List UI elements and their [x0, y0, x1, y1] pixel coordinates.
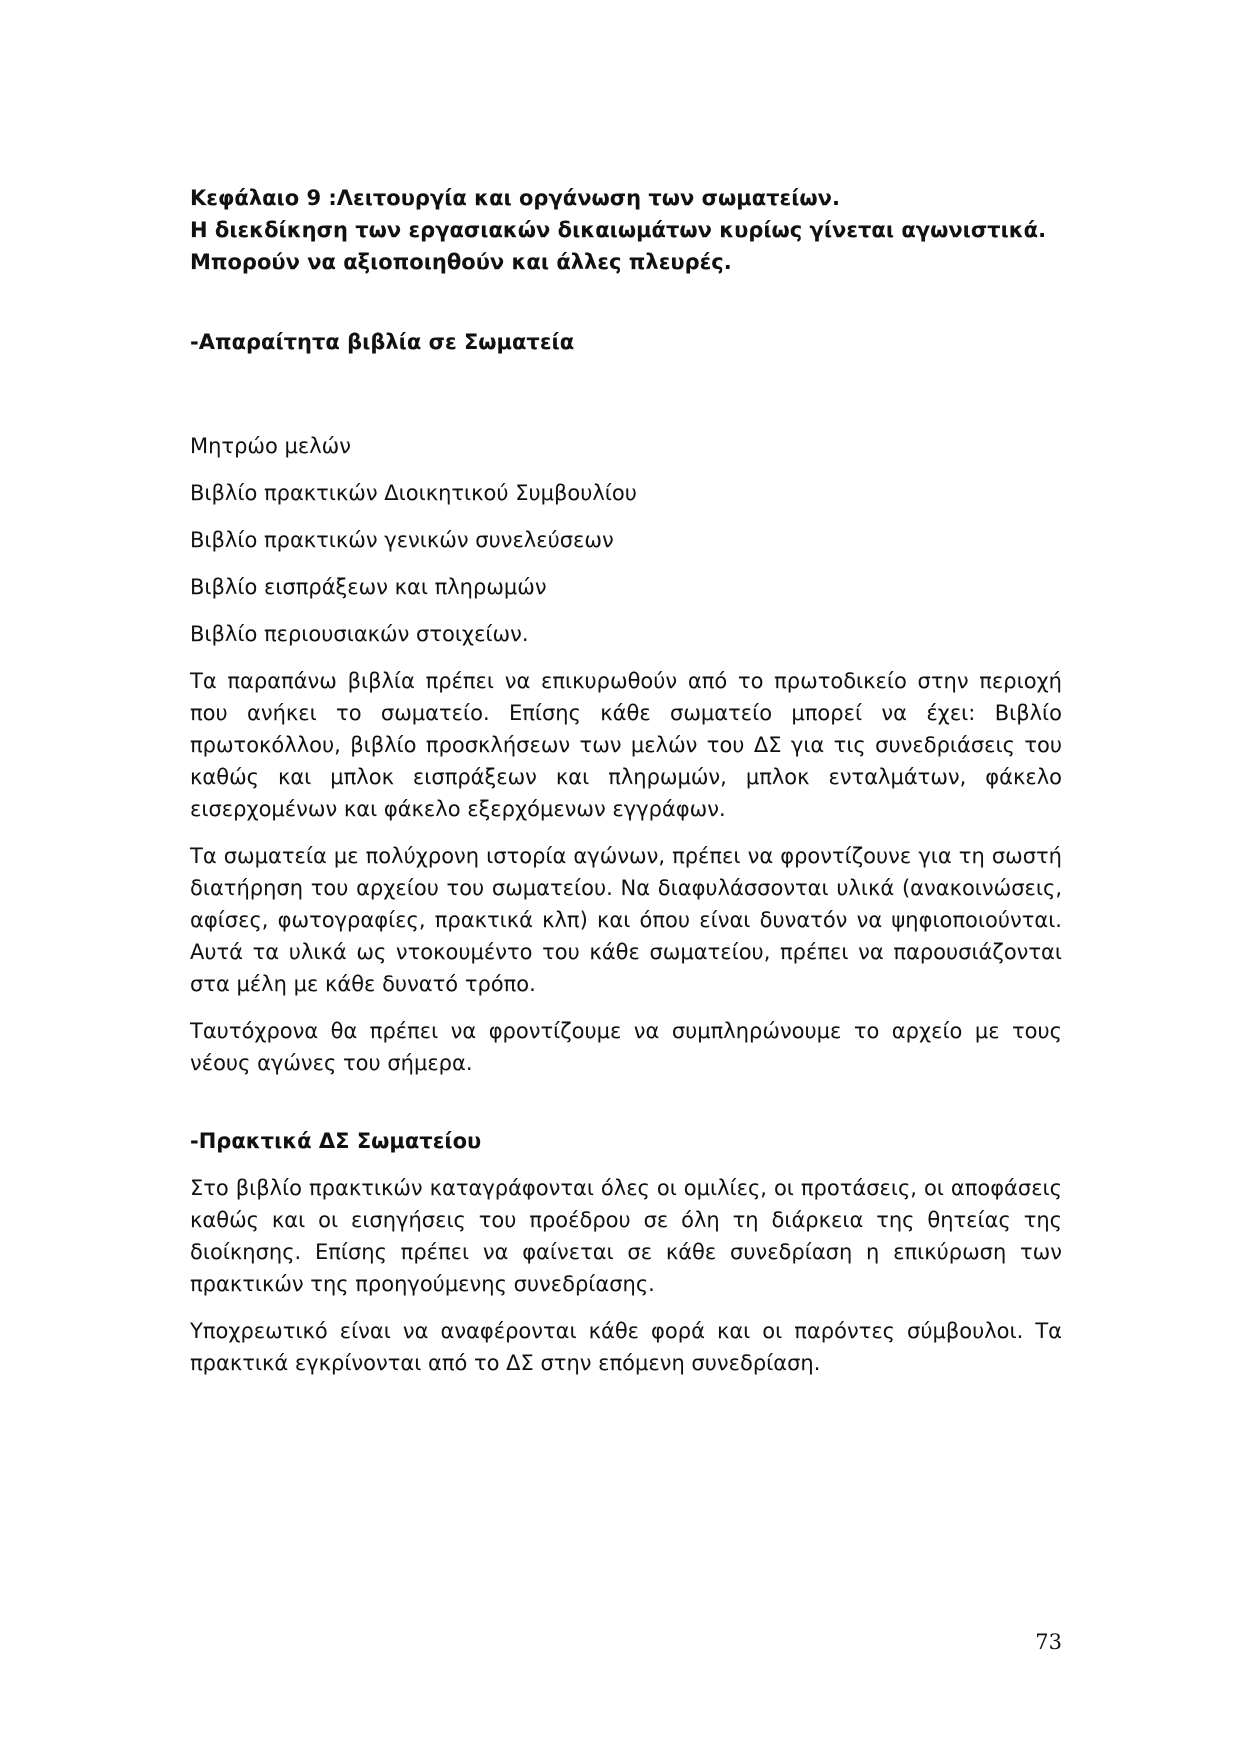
chapter-title: Κεφάλαιο 9 :Λειτουργία και οργάνωση των σωματείων.	[190, 186, 840, 210]
paragraph: Τα παραπάνω βιβλία πρέπει να επικυρωθούν από το πρωτοδικείο στην περιοχή που ανήκει το σωματείο. Επίσης κάθε σωματείο μπορεί να έχει: Βιβλίο πρωτοκόλλου, βιβλίο προσκλήσεων των μελών του ΔΣ για τις συνεδριάσεις του καθώς και μπλοκ εισπράξεων και πληρωμών, μπλοκ ενταλμάτων, φάκελο εισερχομένων και φάκελο εξερχόμενων εγγράφων.	[190, 669, 1062, 821]
section-title-board-minutes: -Πρακτικά ΔΣ Σωματείου	[190, 1129, 482, 1153]
book-list-item: Βιβλίο εισπράξεων και πληρωμών	[190, 575, 547, 599]
section-title-required-books: -Απαραίτητα βιβλία σε Σωματεία	[190, 330, 575, 354]
chapter-subtitle: Η διεκδίκηση των εργασιακών δικαιωμάτων κυρίως γίνεται αγωνιστικά. Μπορούν να αξιοποιηθούν και άλλες πλευρές.	[190, 218, 1047, 274]
book-list-item: Βιβλίο περιουσιακών στοιχείων.	[190, 622, 529, 646]
page-number: 73	[1035, 1630, 1062, 1654]
book-list-item: Μητρώο μελών	[190, 434, 351, 458]
book-list-item: Βιβλίο πρακτικών γενικών συνελεύσεων	[190, 528, 614, 552]
paragraph: Τα σωματεία με πολύχρονη ιστορία αγώνων, πρέπει να φροντίζουνε για τη σωστή διατήρηση του αρχείου του σωματείου. Να διαφυλάσσονται υλικά (ανακοινώσεις, αφίσες, φωτογραφίες, πρακτικά κλπ) και όπου είναι δυνατόν να ψηφιοποιούνται. Αυτά τα υλικά ως ντοκουμέντο του κάθε σωματείου, πρέπει να παρουσιάζονται στα μέλη με κάθε δυνατό τρόπο.	[190, 844, 1062, 996]
page-content	[190, 182, 1062, 1379]
paragraph: Υποχρεωτικό είναι να αναφέρονται κάθε φορά και οι παρόντες σύμβουλοι. Τα πρακτικά εγκρίνονται από το ΔΣ στην επόμενη συνεδρίαση.	[190, 1319, 1062, 1375]
book-list-item: Βιβλίο πρακτικών Διοικητικού Συμβουλίου	[190, 481, 637, 505]
paragraph: Στο βιβλίο πρακτικών καταγράφονται όλες οι ομιλίες, οι προτάσεις, οι αποφάσεις καθώς και οι εισηγήσεις του προέδρου σε όλη τη διάρκεια της θητείας της διοίκησης. Επίσης πρέπει να φαίνεται σε κάθε συνεδρίαση η επικύρωση των πρακτικών της προηγούμενης συνεδρίασης.	[190, 1176, 1062, 1296]
paragraph: Ταυτόχρονα θα πρέπει να φροντίζουμε να συμπληρώνουμε το αρχείο με τους νέους αγώνες του σήμερα.	[190, 1019, 1062, 1075]
